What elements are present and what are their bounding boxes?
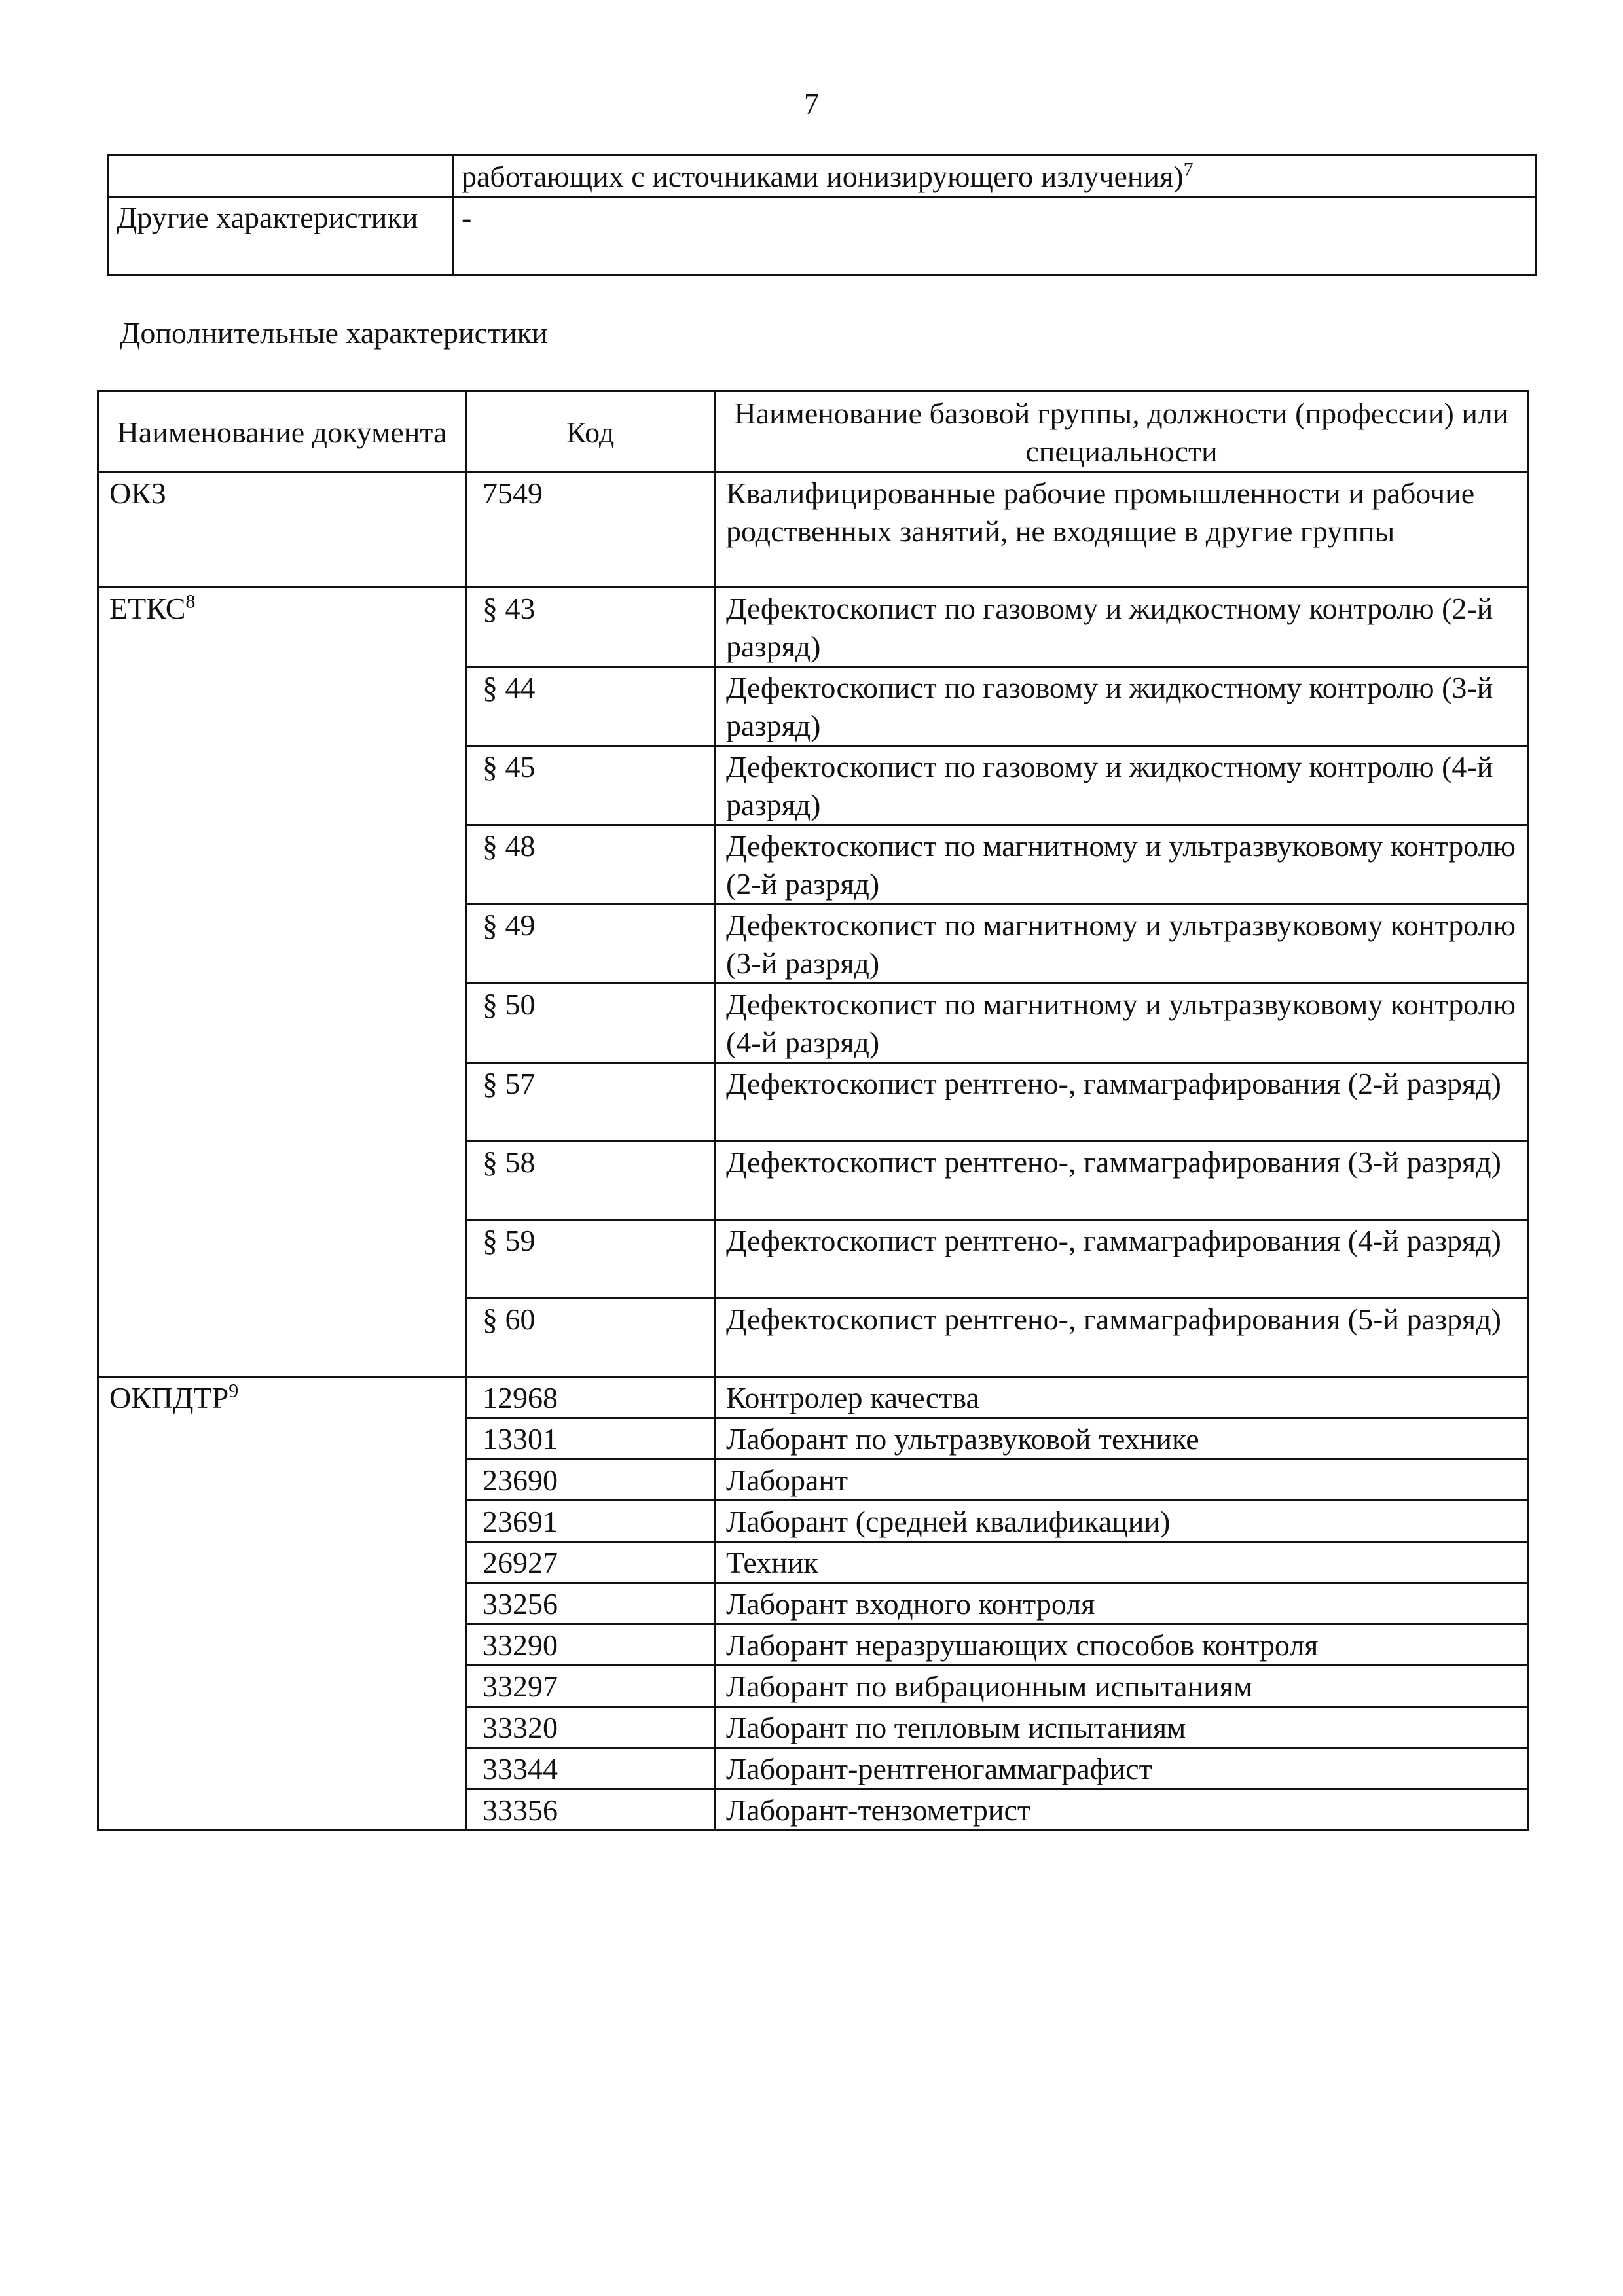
doc-name-cell [98,473,466,588]
doc-name: ОКЗ [109,476,166,510]
position-name-cell: Лаборант входного контроля [715,1583,1529,1624]
cell-text: работающих с источниками ионизирующего излучения) [462,160,1184,193]
table-row [108,197,1536,276]
doc-name: ОКПДТР [109,1381,229,1414]
table-row [98,1377,1529,1418]
table-row [108,156,1536,197]
other-characteristics-value: - [453,197,1536,276]
code-cell: 23690 [466,1460,715,1501]
position-name-cell: Дефектоскопист рентгено-, гаммаграфирования (5-й разряд) [715,1299,1529,1377]
code-cell: § 59 [466,1220,715,1299]
position-name-cell: Дефектоскопист рентгено-, гаммаграфирования (4-й разряд) [715,1220,1529,1299]
additional-characteristics-table [97,390,1529,1831]
position-name-cell: Квалифицированные рабочие промышленности и рабочие родственных занятий, не входящие в другие группы [715,473,1529,588]
table-cell [453,156,1536,197]
code-cell: 33256 [466,1583,715,1624]
position-name-cell: Дефектоскопист рентгено-, гаммаграфирования (2-й разряд) [715,1063,1529,1141]
table-cell [108,156,453,197]
position-name-cell: Контролер качества [715,1377,1529,1418]
code-cell: 12968 [466,1377,715,1418]
doc-name-cell [98,1377,466,1831]
code-cell: § 44 [466,667,715,746]
header-code: Код [466,391,715,473]
code-cell: 33320 [466,1707,715,1748]
code-cell: § 49 [466,905,715,984]
table-row [98,473,1529,588]
position-name-cell: Лаборант неразрушающих способов контроля [715,1624,1529,1666]
code-cell: § 43 [466,588,715,667]
code-cell: § 60 [466,1299,715,1377]
page-number: 7 [804,87,819,120]
header-position-name: Наименование базовой группы, должности (профессии) или специальности [715,391,1529,473]
code-cell: § 58 [466,1141,715,1220]
position-name-cell: Лаборант-тензометрист [715,1789,1529,1831]
footnote-marker: 8 [185,590,196,613]
position-name-cell: Дефектоскопист по магнитному и ультразвуковому контролю (4-й разряд) [715,984,1529,1063]
position-name-cell: Дефектоскопист по газовому и жидкостному контролю (3-й разряд) [715,667,1529,746]
code-cell: § 57 [466,1063,715,1141]
table-header-row [98,391,1529,473]
section-title: Дополнительные характеристики [120,316,548,350]
position-name-cell: Лаборант по вибрационным испытаниям [715,1666,1529,1707]
position-name-cell: Лаборант по ультразвуковой технике [715,1418,1529,1460]
table-row [98,588,1529,667]
position-name-cell: Лаборант [715,1460,1529,1501]
code-cell: 23691 [466,1501,715,1542]
position-name-cell: Лаборант-рентгеногаммаграфист [715,1748,1529,1789]
code-cell: 33356 [466,1789,715,1831]
code-cell: 33297 [466,1666,715,1707]
code-cell: § 50 [466,984,715,1063]
position-name-cell: Техник [715,1542,1529,1583]
code-cell: 33344 [466,1748,715,1789]
footnote-marker: 7 [1183,158,1194,181]
header-doc-name: Наименование документа [98,391,466,473]
footnote-marker: 9 [228,1380,239,1402]
doc-name-cell [98,588,466,1377]
main-characteristics-table [107,154,1537,276]
position-name-cell: Дефектоскопист по газовому и жидкостному контролю (2-й разряд) [715,588,1529,667]
position-name-cell: Дефектоскопист по магнитному и ультразвуковому контролю (3-й разряд) [715,905,1529,984]
position-name-cell: Лаборант по тепловым испытаниям [715,1707,1529,1748]
code-cell: 33290 [466,1624,715,1666]
code-cell: § 45 [466,746,715,825]
position-name-cell: Дефектоскопист рентгено-, гаммаграфирования (3-й разряд) [715,1141,1529,1220]
position-name-cell: Лаборант (средней квалификации) [715,1501,1529,1542]
code-cell: § 48 [466,825,715,905]
code-cell: 13301 [466,1418,715,1460]
code-cell: 7549 [466,473,715,588]
other-characteristics-label: Другие характеристики [108,197,453,276]
table-body [98,473,1529,1831]
doc-name: ЕТКС [109,592,186,625]
position-name-cell: Дефектоскопист по газовому и жидкостному контролю (4-й разряд) [715,746,1529,825]
position-name-cell: Дефектоскопист по магнитному и ультразвуковому контролю (2-й разряд) [715,825,1529,905]
code-cell: 26927 [466,1542,715,1583]
